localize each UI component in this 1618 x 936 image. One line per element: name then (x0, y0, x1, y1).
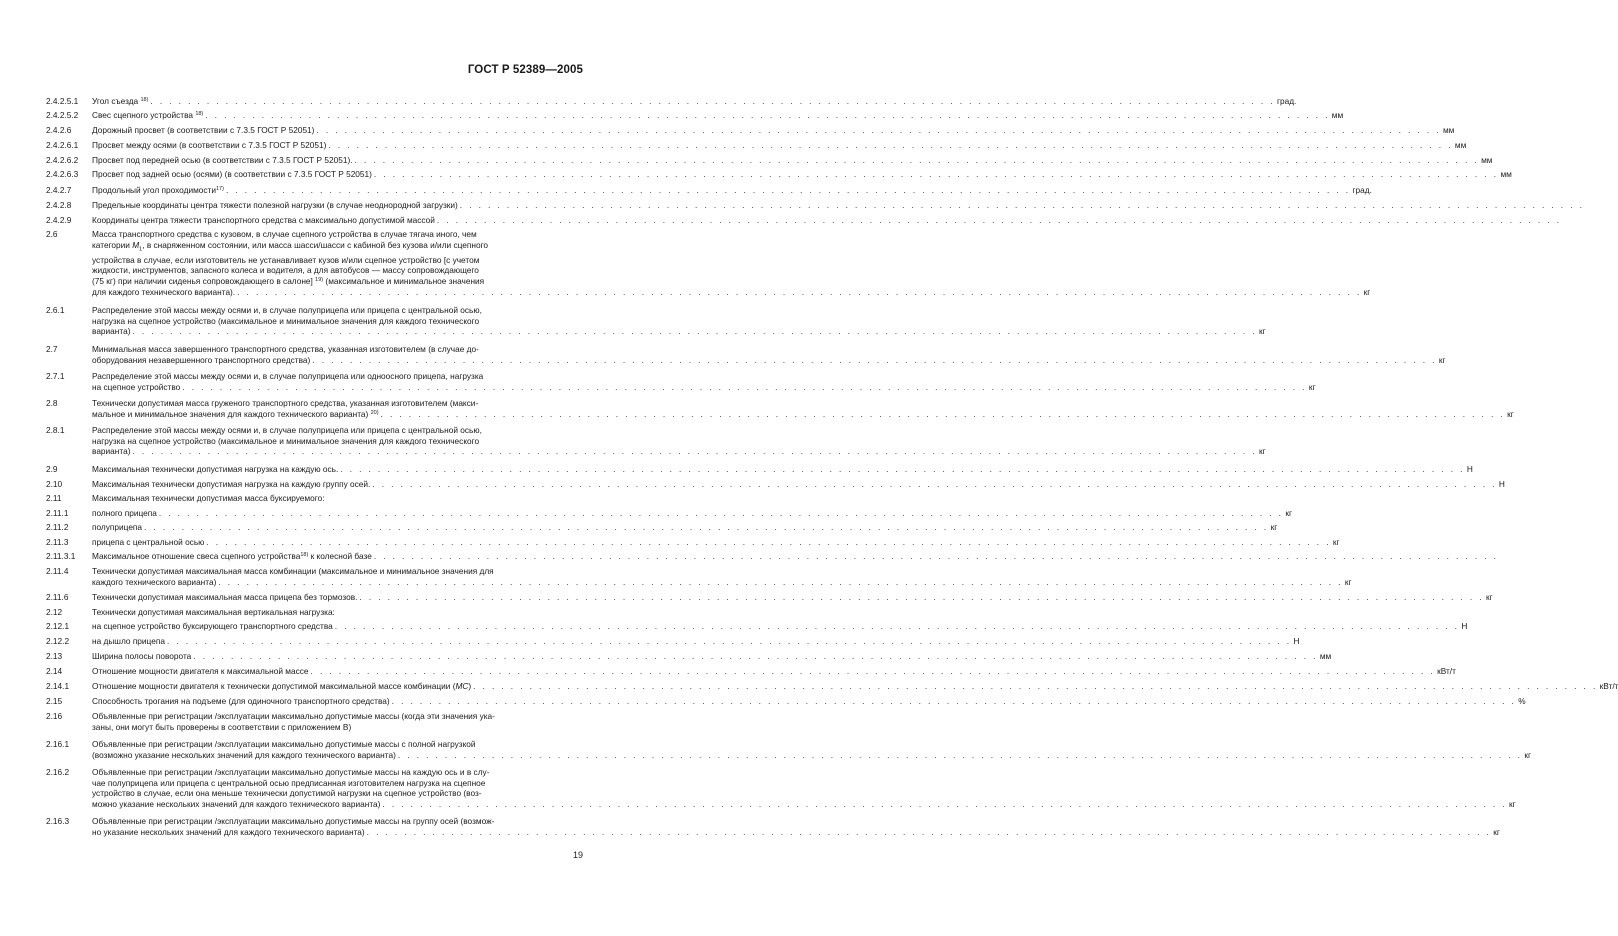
dot-leader: . . . . . . . . . . . . . . . . . . . . . . . . . . . . . . . . . . . . . . . . . . . . . . . . . . . . . . . . . . . . . . . . . . . . . . . . . . . . . . . . . . . . . . . . . . . . . . . . . . . . . . . . . . . . . . . . . . . . . . . . (359, 592, 1484, 602)
clause-number: 2.11.1 (46, 508, 69, 518)
text-line: Отношение мощности двигателя к максимальной массе . . . . . . . . . . . . . . . . . . . . . . . . . . . . . . . . . . . . . . . . . . . . . . . . . . . . . . . . . . . . . . . . . . . . . . . . . . . . . . . . . . . . . . . . . . . . . . . . . . . . . . . . . . . . . . . . . . . . . . . . кВт/т (92, 666, 1456, 676)
clause-text (92, 398, 1514, 419)
clause-number: 2.16.3 (46, 816, 70, 826)
text-line: мальное и минимальное значения для каждого технического варианта) $^{20)}$ . . . . . . . . . . . . . . . . . . . . . . . . . . . . . . . . . . . . . . . . . . . . . . . . . . . . . . . . . . . . . . . . . . . . . . . . . . . . . . . . . . . . . . . . . . . . . . . . . . . . . . . . . . . . . . . . . . . . . . . . кг (92, 408, 1514, 419)
dot-leader: . . . . . . . . . . . . . . . . . . . . . . . . . . . . . . . . . . . . . . . . . . . . . . . . . . . . . . . . . . . . . . . . . . . . . . . . . . . . . . . . . . . . . . . . . . . . . . . . . . . . . . . . . . . . . . . . . . . . . . . . (206, 537, 1331, 547)
text-line: нагрузка на сцепное устройство (максимальное и минимальное значения для каждого технического (92, 435, 480, 446)
clause-number: 2.4.2.7 (46, 185, 72, 195)
clause-text (92, 651, 1332, 662)
text-line: устройство в случае, если она меньше технически допустимой нагрузки на сцепное устройство (воз- (92, 788, 482, 799)
clause-text (92, 464, 1473, 475)
unit-label: град. (1276, 96, 1297, 106)
clause-text (92, 140, 1467, 151)
clause-number: 2.11.4 (46, 566, 69, 576)
text-line: Максимальная технически допустимая масса буксируемого: (92, 493, 325, 503)
clause-text (92, 305, 1266, 337)
clause-number: 2.12 (46, 607, 63, 617)
dot-leader: . . . . . . . . . . . . . . . . . . . . . . . . . . . . . . . . . . . . . . . . . . . . . . . . . . . . . . . . . . . . . . . . . . . . . . . . . . . . . . . . . . . . . . . . . . . . . . . . . . . . . . . . . . . . . . . . . . . . . . . . (473, 681, 1598, 691)
dot-leader: . . . . . . . . . . . . . . . . . . . . . . . . . . . . . . . . . . . . . . . . . . . . . . . . . . . . . . . . . . . . . . . . . . . . . . . . . . . . . . . . . . . . . . . . . . . . . . . . . . . . . . . . . . . . . . . . . . . . . . . . (380, 408, 1506, 419)
clause-text (92, 816, 1500, 837)
dot-leader: . . . . . . . . . . . . . . . . . . . . . . . . . . . . . . . . . . . . . . . . . . . . . . . . . . . . . . . . . . . . . . . . . . . . . . . . . . . . . . . . . . . . . . . . . . . . . . . . . . . . . . . . . . . . . . . . . . . . . . . . (312, 354, 1437, 365)
text-line: Минимальная масса завершенного транспортного средства, указанная изготовителем (в случае до- (92, 344, 479, 354)
text-line: Продольный угол проходимости$^{17)}$ . . . . . . . . . . . . . . . . . . . . . . . . . . . . . . . . . . . . . . . . . . . . . . . . . . . . . . . . . . . . . . . . . . . . . . . . . . . . . . . . . . . . . . . . . . . . . . . . . . . . . . . . . . . . . . . . . . . . . . . . град. (92, 185, 1372, 195)
dot-leader: . . . . . . . . . . . . . . . . . . . . . . . . . . . . . . . . . . . . . . . . . . . . . . . . . . . . . . . . . . . . . . . . . . . . . . . . . . . . . . . . . . . . . . . . . . . . . . . . . . . . . . . . . . . . . . . . . . . . . . . . (436, 215, 1562, 225)
clause-text (92, 169, 1512, 180)
unit-label: кг (1485, 592, 1493, 602)
unit-label: град. (1352, 185, 1372, 195)
dot-leader: . . . . . . . . . . . . . . . . . . . . . . . . . . . . . . . . . . . . . . . . . . . . . . . . . . . . . . . . . . . . . . . . . . . . . . . . . . . . . . . . . . . . . . . . . . . . . . . . . . . . . . . . . . . . . . . . . . . . . . . . (132, 326, 1257, 337)
unit-label: кг (1285, 508, 1293, 518)
unit-label: кг (1507, 408, 1514, 419)
dot-leader: . . . . . . . . . . . . . . . . . . . . . . . . . . . . . . . . . . . . . . . . . . . . . . . . . . . . . . . . . . . . . . . . . . . . . . . . . . . . . . . . . . . . . . . . . . . . . . . . . . . . . . . . . . . . . . . . . . . . . . . . (328, 140, 1453, 150)
unit-label: кВт/т (1599, 681, 1618, 691)
text-line: (75 кг) при наличии сиденья сопровождающего в салоне] $^{19)}$ (максимальное и минимальное значения (92, 276, 485, 287)
clause-number: 2.4.2.9 (46, 215, 72, 225)
clause-text (92, 425, 1266, 457)
unit-label: кг (1493, 826, 1500, 837)
unit-label: кг (1332, 537, 1340, 547)
clause-number: 2.8 (46, 398, 58, 408)
dot-leader: . . . . . . . . . . . . . . . . . . . . . . . . . . . . . . . . . . . . . . . . . . . . . . . . . . . . . . . . . . . . . . . . . . . . . . . . . . . . . . . . . . . . . . . . . . . . . . . . . . . . . . . . . . . . . . . . . . . . . . . . (218, 576, 1343, 587)
text-line: заны, они могут быть проверены в соответствии с приложением В) (92, 721, 352, 732)
text-line: жидкости, инструментов, запасного колеса и водителя, а для автобусов — массу сопровождающего (92, 265, 479, 276)
text-line: Угол съезда $^{18)}$ . . . . . . . . . . . . . . . . . . . . . . . . . . . . . . . . . . . . . . . . . . . . . . . . . . . . . . . . . . . . . . . . . . . . . . . . . . . . . . . . . . . . . . . . . . . . . . . . . . . . . . . . . . . . . . . . . . . . . . . . град. (92, 96, 1297, 106)
text-line: категории $М_1$, в снаряженном состоянии, или масса шасси/шасси с кабиной без кузова и/или сцепного (92, 239, 489, 253)
dot-leader: . . . . . . . . . . . . . . . . . . . . . . . . . . . . . . . . . . . . . . . . . . . . . . . . . . . . . . . . . . . . . . . . . . . . . . . . . . . . . . . . . . . . . . . . . . . . . . . . . . . . . . . . . . . . . . . . . . . . . . . . (382, 798, 1507, 809)
text-line: но указание нескольких значений для каждого технического варианта) . . . . . . . . . . . . . . . . . . . . . . . . . . . . . . . . . . . . . . . . . . . . . . . . . . . . . . . . . . . . . . . . . . . . . . . . . . . . . . . . . . . . . . . . . . . . . . . . . . . . . . . . . . . . . . . . . . . . . . . . кг (92, 826, 1500, 837)
dot-leader: . . . . . . . . . . . . . . . . . . . . . . . . . . . . . . . . . . . . . . . . . . . . . . . . . . . . . . . . . . . . . . . . . . . . . . . . . . . . . . . . . . . . . . . . . . . . . . . . . . . . . . . . . . . . . . . . . . . . . . . . (166, 636, 1292, 646)
text-line: Ширина полосы поворота . . . . . . . . . . . . . . . . . . . . . . . . . . . . . . . . . . . . . . . . . . . . . . . . . . . . . . . . . . . . . . . . . . . . . . . . . . . . . . . . . . . . . . . . . . . . . . . . . . . . . . . . . . . . . . . . . . . . . . . . мм (92, 651, 1332, 661)
text-line: устройства в случае, если изготовитель не устанавливает кузов и/или сцепное устройство [с учетом (92, 254, 480, 265)
clause-text (92, 767, 1516, 809)
clause-text (92, 522, 1278, 533)
clause-text (92, 344, 1446, 365)
page-number: 19 (572, 850, 583, 860)
dot-leader: . . . . . . . . . . . . . . . . . . . . . . . . . . . . . . . . . . . . . . . . . . . . . . . . . . . . . . . . . . . . . . . . . . . . . . . . . . . . . . . . . . . . . . . . . . . . . . . . . . . . . . . . . . . . . . . . . . . . . . . . (459, 200, 1585, 210)
dot-leader: . . . . . . . . . . . . . . . . . . . . . . . . . . . . . . . . . . . . . . . . . . . . . . . . . . . . . . . . . . . . . . . . . . . . . . . . . . . . . . . . . . . . . . . . . . . . . . . . . . . . . . . . . . . . . . . . . . . . . . . . (225, 185, 1351, 195)
text-line: Объявленные при регистрации /эксплуатации максимально допустимые массы на группу осей (возмож- (92, 816, 495, 826)
clause-number: 2.14 (46, 666, 63, 676)
unit-label: Н (1461, 621, 1468, 631)
dot-leader: . . . . . . . . . . . . . . . . . . . . . . . . . . . . . . . . . . . . . . . . . . . . . . . . . . . . . . . . . . . . . . . . . . . . . . . . . . . . . . . . . . . . . . . . . . . . . . . . . . . . . . . . . . . . . . . . . . . . . . . . (132, 446, 1257, 457)
dot-leader: . . . . . . . . . . . . . . . . . . . . . . . . . . . . . . . . . . . . . . . . . . . . . . . . . . . . . . . . . . . . . . . . . . . . . . . . . . . . . . . . . . . . . . . . . . . . . . . . . . . . . . . . . . . . . . . . . . . . . . . . (316, 125, 1441, 135)
text-line: Технически допустимая максимальная масса прицепа без тормозов. . . . . . . . . . . . . . . . . . . . . . . . . . . . . . . . . . . . . . . . . . . . . . . . . . . . . . . . . . . . . . . . . . . . . . . . . . . . . . . . . . . . . . . . . . . . . . . . . . . . . . . . . . . . . . . . . . . . . . . . . кг (92, 592, 1493, 602)
text-line: Максимальное отношение свеса сцепного устройства$^{18)}$ к колесной базе . . . . . . . . . . . . . . . . . . . . . . . . . . . . . . . . . . . . . . . . . . . . . . . . . . . . . . . . . . . . . . . . . . . . . . . . . . . . . . . . . . . . . . . . . . . . . . . . . . . . . . . . . . . . . . . . . . . . . . . . (92, 551, 1499, 561)
unit-label: мм (1481, 155, 1493, 165)
text-line: Способность трогания на подъеме (для одиночного транспортного средства) . . . . . . . . . . . . . . . . . . . . . . . . . . . . . . . . . . . . . . . . . . . . . . . . . . . . . . . . . . . . . . . . . . . . . . . . . . . . . . . . . . . . . . . . . . . . . . . . . . . . . . . . . . . . . . . . . . . . . . . . % (92, 696, 1526, 706)
text-line: на сцепное устройство . . . . . . . . . . . . . . . . . . . . . . . . . . . . . . . . . . . . . . . . . . . . . . . . . . . . . . . . . . . . . . . . . . . . . . . . . . . . . . . . . . . . . . . . . . . . . . . . . . . . . . . . . . . . . . . . . . . . . . . . кг (92, 381, 1316, 392)
clause-number: 2.8.1 (46, 425, 65, 435)
text-line: Максимальная технически допустимая нагрузка на каждую ось. . . . . . . . . . . . . . . . . . . . . . . . . . . . . . . . . . . . . . . . . . . . . . . . . . . . . . . . . . . . . . . . . . . . . . . . . . . . . . . . . . . . . . . . . . . . . . . . . . . . . . . . . . . . . . . . . . . . . . . . . Н (92, 464, 1473, 474)
dot-leader: . . . . . . . . . . . . . . . . . . . . . . . . . . . . . . . . . . . . . . . . . . . . . . . . . . . . . . . . . . . . . . . . . . . . . . . . . . . . . . . . . . . . . . . . . . . . . . . . . . . . . . . . . . . . . . . . . . . . . . . . (397, 749, 1523, 760)
clause-text (92, 215, 1562, 226)
text-line: на сцепное устройство буксирующего транспортного средства . . . . . . . . . . . . . . . . . . . . . . . . . . . . . . . . . . . . . . . . . . . . . . . . . . . . . . . . . . . . . . . . . . . . . . . . . . . . . . . . . . . . . . . . . . . . . . . . . . . . . . . . . . . . . . . . . . . . . . . . Н (92, 621, 1468, 631)
unit-label: кг (1524, 749, 1532, 760)
clause-number: 2.4.2.6.1 (46, 140, 79, 150)
clause-number: 2.11.3 (46, 537, 69, 547)
unit-label: мм (1331, 110, 1344, 120)
clause-text (92, 566, 1352, 587)
clause-text (92, 96, 1297, 107)
text-line: Распределение этой массы между осями и, в случае полуприцепа или одноосного прицепа, нагрузка (92, 371, 484, 381)
dot-leader: . . . . . . . . . . . . . . . . . . . . . . . . . . . . . . . . . . . . . . . . . . . . . . . . . . . . . . . . . . . . . . . . . . . . . . . . . . . . . . . . . . . . . . . . . . . . . . . . . . . . . . . . . . . . . . . . . . . . . . . . (193, 651, 1318, 661)
dot-leader: . . . . . . . . . . . . . . . . . . . . . . . . . . . . . . . . . . . . . . . . . . . . . . . . . . . . . . . . . . . . . . . . . . . . . . . . . . . . . . . . . . . . . . . . . . . . . . . . . . . . . . . . . . . . . . . . . . . . . . . . (334, 621, 1460, 631)
clause-text (92, 681, 1618, 692)
dot-leader: . . . . . . . . . . . . . . . . . . . . . . . . . . . . . . . . . . . . . . . . . . . . . . . . . . . . . . . . . . . . . . . . . . . . . . . . . . . . . . . . . . . . . . . . . . . . . . . . . . . . . . . . . . . . . . . . . . . . . . . . (373, 551, 1499, 561)
text-line: Объявленные при регистрации /эксплуатации максимально допустимые массы (когда эти значения ука- (92, 711, 495, 721)
clause-text (92, 229, 1371, 297)
unit-label: мм (1442, 125, 1455, 135)
text-line: Объявленные при регистрации /эксплуатации максимально допустимые массы на каждую ось и в слу- (92, 767, 490, 777)
text-line: Просвет под передней осью (в соответствии с 7.3.5 ГОСТ Р 52051). . . . . . . . . . . . . . . . . . . . . . . . . . . . . . . . . . . . . . . . . . . . . . . . . . . . . . . . . . . . . . . . . . . . . . . . . . . . . . . . . . . . . . . . . . . . . . . . . . . . . . . . . . . . . . . . . . . . . . . . . мм (92, 155, 1493, 165)
text-line: нагрузка на сцепное устройство (максимальное и минимальное значения для каждого технического (92, 315, 480, 326)
dot-leader: . . . . . . . . . . . . . . . . . . . . . . . . . . . . . . . . . . . . . . . . . . . . . . . . . . . . . . . . . . . . . . . . . . . . . . . . . . . . . . . . . . . . . . . . . . . . . . . . . . . . . . . . . . . . . . . . . . . . . . . . (237, 286, 1362, 297)
clause-number: 2.11.3.1 (46, 551, 76, 561)
text-line: Объявленные при регистрации /эксплуатации максимально допустимые массы с полной нагрузкой (92, 739, 476, 749)
unit-label: кг (1308, 381, 1316, 392)
clause-text (92, 155, 1493, 166)
clause-number: 2.7 (46, 344, 58, 354)
dot-leader: . . . . . . . . . . . . . . . . . . . . . . . . . . . . . . . . . . . . . . . . . . . . . . . . . . . . . . . . . . . . . . . . . . . . . . . . . . . . . . . . . . . . . . . . . . . . . . . . . . . . . . . . . . . . . . . . . . . . . . . . (205, 110, 1330, 120)
text-line: полуприцепа . . . . . . . . . . . . . . . . . . . . . . . . . . . . . . . . . . . . . . . . . . . . . . . . . . . . . . . . . . . . . . . . . . . . . . . . . . . . . . . . . . . . . . . . . . . . . . . . . . . . . . . . . . . . . . . . . . . . . . . . кг (92, 522, 1278, 532)
unit-label: % (1518, 696, 1526, 706)
clause-text (92, 508, 1293, 519)
clause-number: 2.7.1 (46, 371, 65, 381)
clause-text (92, 636, 1300, 647)
clause-number: 2.15 (46, 696, 63, 706)
text-line: Координаты центра тяжести транспортного средства с максимально допустимой массой . . . . . . . . . . . . . . . . . . . . . . . . . . . . . . . . . . . . . . . . . . . . . . . . . . . . . . . . . . . . . . . . . . . . . . . . . . . . . . . . . . . . . . . . . . . . . . . . . . . . . . . . . . . . . . . . . . . . . . . . (92, 215, 1562, 225)
text-line: Масса транспортного средства с кузовом, в случае сцепного устройства в случае тягача иного, чем (92, 229, 477, 239)
clause-text (92, 479, 1505, 490)
unit-label: Н (1466, 464, 1473, 474)
text-line: Дорожный просвет (в соответствии с 7.3.5 ГОСТ Р 52051) . . . . . . . . . . . . . . . . . . . . . . . . . . . . . . . . . . . . . . . . . . . . . . . . . . . . . . . . . . . . . . . . . . . . . . . . . . . . . . . . . . . . . . . . . . . . . . . . . . . . . . . . . . . . . . . . . . . . . . . . мм (92, 125, 1455, 135)
clause-text (92, 666, 1456, 677)
clause-text (92, 696, 1526, 707)
clause-number: 2.16 (46, 711, 63, 721)
text-line: Технически допустимая максимальная масса комбинации (максимальное и минимальное значения для (92, 566, 494, 576)
text-line: Предельные координаты центра тяжести полезной нагрузки (в случае неоднородной загрузки) . . . . . . . . . . . . . . . . . . . . . . . . . . . . . . . . . . . . . . . . . . . . . . . . . . . . . . . . . . . . . . . . . . . . . . . . . . . . . . . . . . . . . . . . . . . . . . . . . . . . . . . . . . . . . . . . . . . . . . . . (92, 200, 1585, 210)
clause-text (92, 371, 1316, 392)
clause-number: 2.4.2.5.2 (46, 110, 79, 120)
clause-number: 2.4.2.5.1 (46, 96, 79, 106)
dot-leader: . . . . . . . . . . . . . . . . . . . . . . . . . . . . . . . . . . . . . . . . . . . . . . . . . . . . . . . . . . . . . . . . . . . . . . . . . . . . . . . . . . . . . . . . . . . . . . . . . . . . . . . . . . . . . . . . . . . . . . . . (391, 696, 1517, 706)
clause-number: 2.4.2.6.3 (46, 169, 79, 179)
clause-number: 2.12.1 (46, 621, 70, 631)
clause-text (92, 125, 1455, 136)
unit-label: кг (1508, 798, 1516, 809)
document-id: ГОСТ Р 52389—2005 (467, 64, 583, 76)
dot-leader: . . . . . . . . . . . . . . . . . . . . . . . . . . . . . . . . . . . . . . . . . . . . . . . . . . . . . . . . . . . . . . . . . . . . . . . . . . . . . . . . . . . . . . . . . . . . . . . . . . . . . . . . . . . . . . . . . . . . . . . . (354, 155, 1480, 165)
clause-text (92, 493, 584, 504)
text-line: можно указание нескольких значений для каждого технического варианта) . . . . . . . . . . . . . . . . . . . . . . . . . . . . . . . . . . . . . . . . . . . . . . . . . . . . . . . . . . . . . . . . . . . . . . . . . . . . . . . . . . . . . . . . . . . . . . . . . . . . . . . . . . . . . . . . . . . . . . . . кг (92, 798, 1516, 809)
dot-leader: . . . . . . . . . . . . . . . . . . . . . . . . . . . . . . . . . . . . . . . . . . . . . . . . . . . . . . . . . . . . . . . . . . . . . . . . . . . . . . . . . . . . . . . . . . . . . . . . . . . . . . . . . . . . . . . . . . . . . . . . (310, 666, 1436, 676)
clause-text (92, 110, 1344, 121)
unit-label: Н (1498, 479, 1505, 489)
dot-leader: . . . . . . . . . . . . . . . . . . . . . . . . . . . . . . . . . . . . . . . . . . . . . . . . . . . . . . . . . . . . . . . . . . . . . . . . . . . . . . . . . . . . . . . . . . . . . . . . . . . . . . . . . . . . . . . . . . . . . . . . (158, 508, 1284, 518)
unit-label: мм (1454, 140, 1467, 150)
clause-number: 2.10 (46, 479, 63, 489)
text-line: Свес сцепного устройства $^{18)}$ . . . . . . . . . . . . . . . . . . . . . . . . . . . . . . . . . . . . . . . . . . . . . . . . . . . . . . . . . . . . . . . . . . . . . . . . . . . . . . . . . . . . . . . . . . . . . . . . . . . . . . . . . . . . . . . . . . . . . . . . мм (92, 110, 1344, 120)
clause-number: 2.6 (46, 229, 58, 239)
clause-text (92, 592, 1493, 603)
unit-label: мм (1500, 169, 1512, 179)
text-line: каждого технического варианта) . . . . . . . . . . . . . . . . . . . . . . . . . . . . . . . . . . . . . . . . . . . . . . . . . . . . . . . . . . . . . . . . . . . . . . . . . . . . . . . . . . . . . . . . . . . . . . . . . . . . . . . . . . . . . . . . . . . . . . . . кг (92, 576, 1352, 587)
text-line: для каждого технического варианта). . . . . . . . . . . . . . . . . . . . . . . . . . . . . . . . . . . . . . . . . . . . . . . . . . . . . . . . . . . . . . . . . . . . . . . . . . . . . . . . . . . . . . . . . . . . . . . . . . . . . . . . . . . . . . . . . . . . . . . . . кг (92, 286, 1371, 297)
unit-label: Н (1293, 636, 1300, 646)
text-line: (возможно указание нескольких значений для каждого технического варианта) . . . . . . . . . . . . . . . . . . . . . . . . . . . . . . . . . . . . . . . . . . . . . . . . . . . . . . . . . . . . . . . . . . . . . . . . . . . . . . . . . . . . . . . . . . . . . . . . . . . . . . . . . . . . . . . . . . . . . . . . кг (92, 749, 1532, 760)
text-line: Технически допустимая масса груженого транспортного средства, указанная изготовителем (макси- (92, 398, 479, 408)
dot-leader: . . . . . . . . . . . . . . . . . . . . . . . . . . . . . . . . . . . . . . . . . . . . . . . . . . . . . . . . . . . . . . . . . . . . . . . . . . . . . . . . . . . . . . . . . . . . . . . . . . . . . . . . . . . . . . . . . . . . . . . . (144, 522, 1269, 532)
text-line: прицепа с центральной осью . . . . . . . . . . . . . . . . . . . . . . . . . . . . . . . . . . . . . . . . . . . . . . . . . . . . . . . . . . . . . . . . . . . . . . . . . . . . . . . . . . . . . . . . . . . . . . . . . . . . . . . . . . . . . . . . . . . . . . . . кг (92, 537, 1340, 547)
clause-number: 2.11 (46, 493, 62, 503)
clause-number: 2.6.1 (46, 305, 65, 315)
text-line: Технически допустимая максимальная вертикальная нагрузка: (92, 607, 335, 617)
clause-number: 2.14.1 (46, 681, 70, 691)
text-line: Распределение этой массы между осями и, в случае полуприцепа или прицепа с центральной осью, (92, 425, 482, 435)
unit-label: кг (1363, 286, 1371, 297)
clause-text (92, 621, 1468, 632)
clause-number: 2.4.2.6.2 (46, 155, 79, 165)
text-line: варианта) . . . . . . . . . . . . . . . . . . . . . . . . . . . . . . . . . . . . . . . . . . . . . . . . . . . . . . . . . . . . . . . . . . . . . . . . . . . . . . . . . . . . . . . . . . . . . . . . . . . . . . . . . . . . . . . . . . . . . . . . кг (92, 326, 1266, 337)
text-line: чае полуприцепа или прицепа с центральной осью предписанная изготовителем нагрузка на сцепное (92, 777, 486, 788)
text-line: Распределение этой массы между осями и, в случае полуприцепа или прицепа с центральной осью, (92, 305, 482, 315)
text-line: Просвет между осями (в соответствии с 7.3.5 ГОСТ Р 52051) . . . . . . . . . . . . . . . . . . . . . . . . . . . . . . . . . . . . . . . . . . . . . . . . . . . . . . . . . . . . . . . . . . . . . . . . . . . . . . . . . . . . . . . . . . . . . . . . . . . . . . . . . . . . . . . . . . . . . . . . мм (92, 140, 1467, 150)
dot-leader: . . . . . . . . . . . . . . . . . . . . . . . . . . . . . . . . . . . . . . . . . . . . . . . . . . . . . . . . . . . . . . . . . . . . . . . . . . . . . . . . . . . . . . . . . . . . . . . . . . . . . . . . . . . . . . . . . . . . . . . . (182, 381, 1307, 392)
unit-label: кг (1259, 326, 1266, 337)
text-line: полного прицепа . . . . . . . . . . . . . . . . . . . . . . . . . . . . . . . . . . . . . . . . . . . . . . . . . . . . . . . . . . . . . . . . . . . . . . . . . . . . . . . . . . . . . . . . . . . . . . . . . . . . . . . . . . . . . . . . . . . . . . . . кг (92, 508, 1293, 518)
clause-number: 2.9 (46, 464, 58, 474)
text-line: Максимальная технически допустимая нагрузка на каждую группу осей. . . . . . . . . . . . . . . . . . . . . . . . . . . . . . . . . . . . . . . . . . . . . . . . . . . . . . . . . . . . . . . . . . . . . . . . . . . . . . . . . . . . . . . . . . . . . . . . . . . . . . . . . . . . . . . . . . . . . . . . . Н (92, 479, 1505, 489)
unit-label: кг (1259, 446, 1266, 457)
text-line: Просвет под задней осью (осями) (в соответствии с 7.3.5 ГОСТ Р 52051) . . . . . . . . . . . . . . . . . . . . . . . . . . . . . . . . . . . . . . . . . . . . . . . . . . . . . . . . . . . . . . . . . . . . . . . . . . . . . . . . . . . . . . . . . . . . . . . . . . . . . . . . . . . . . . . . . . . . . . . . мм (92, 169, 1512, 179)
clause-text (92, 551, 1499, 562)
dot-leader: . . . . . . . . . . . . . . . . . . . . . . . . . . . . . . . . . . . . . . . . . . . . . . . . . . . . . . . . . . . . . . . . . . . . . . . . . . . . . . . . . . . . . . . . . . . . . . . . . . . . . . . . . . . . . . . . . . . . . . . . (372, 479, 1497, 489)
clause-text (92, 711, 584, 732)
clause-number: 2.12.2 (46, 636, 70, 646)
clause-number: 2.4.2.8 (46, 200, 72, 210)
dot-leader: . . . . . . . . . . . . . . . . . . . . . . . . . . . . . . . . . . . . . . . . . . . . . . . . . . . . . . . . . . . . . . . . . . . . . . . . . . . . . . . . . . . . . . . . . . . . . . . . . . . . . . . . . . . . . . . . . . . . . . . . (373, 169, 1499, 179)
unit-label: кВт/т (1437, 666, 1456, 676)
clause-number: 2.13 (46, 651, 63, 661)
dot-leader: . . . . . . . . . . . . . . . . . . . . . . . . . . . . . . . . . . . . . . . . . . . . . . . . . . . . . . . . . . . . . . . . . . . . . . . . . . . . . . . . . . . . . . . . . . . . . . . . . . . . . . . . . . . . . . . . . . . . . . . . (340, 464, 1465, 474)
clause-number: 2.11.6 (46, 592, 69, 602)
unit-label: кг (1344, 576, 1352, 587)
clause-number: 2.11.2 (46, 522, 69, 532)
unit-label: мм (1319, 651, 1332, 661)
clause-number: 2.16.2 (46, 767, 70, 777)
text-line: оборудования незавершенного транспортного средства) . . . . . . . . . . . . . . . . . . . . . . . . . . . . . . . . . . . . . . . . . . . . . . . . . . . . . . . . . . . . . . . . . . . . . . . . . . . . . . . . . . . . . . . . . . . . . . . . . . . . . . . . . . . . . . . . . . . . . . . . кг (92, 354, 1446, 365)
text-line: на дышло прицепа . . . . . . . . . . . . . . . . . . . . . . . . . . . . . . . . . . . . . . . . . . . . . . . . . . . . . . . . . . . . . . . . . . . . . . . . . . . . . . . . . . . . . . . . . . . . . . . . . . . . . . . . . . . . . . . . . . . . . . . . Н (92, 636, 1300, 646)
dot-leader: . . . . . . . . . . . . . . . . . . . . . . . . . . . . . . . . . . . . . . . . . . . . . . . . . . . . . . . . . . . . . . . . . . . . . . . . . . . . . . . . . . . . . . . . . . . . . . . . . . . . . . . . . . . . . . . . . . . . . . . . (150, 96, 1275, 106)
clause-text (92, 607, 584, 618)
clause-text (92, 739, 1532, 760)
text-line: Отношение мощности двигателя к технически допустимой максимальной массе комбинации (МС) . . . . . . . . . . . . . . . . . . . . . . . . . . . . . . . . . . . . . . . . . . . . . . . . . . . . . . . . . . . . . . . . . . . . . . . . . . . . . . . . . . . . . . . . . . . . . . . . . . . . . . . . . . . . . . . . . . . . . . . . кВт/т (92, 681, 1618, 691)
unit-label: кг (1438, 354, 1446, 365)
clause-number: 2.16.1 (46, 739, 70, 749)
text-line: варианта) . . . . . . . . . . . . . . . . . . . . . . . . . . . . . . . . . . . . . . . . . . . . . . . . . . . . . . . . . . . . . . . . . . . . . . . . . . . . . . . . . . . . . . . . . . . . . . . . . . . . . . . . . . . . . . . . . . . . . . . . кг (92, 446, 1266, 457)
clause-text (92, 200, 1585, 211)
clause-text (92, 537, 1340, 548)
unit-label: кг (1270, 522, 1278, 532)
clause-number: 2.4.2.6 (46, 125, 72, 135)
clause-text (92, 185, 1372, 196)
dot-leader: . . . . . . . . . . . . . . . . . . . . . . . . . . . . . . . . . . . . . . . . . . . . . . . . . . . . . . . . . . . . . . . . . . . . . . . . . . . . . . . . . . . . . . . . . . . . . . . . . . . . . . . . . . . . . . . . . . . . . . . . (366, 826, 1492, 837)
